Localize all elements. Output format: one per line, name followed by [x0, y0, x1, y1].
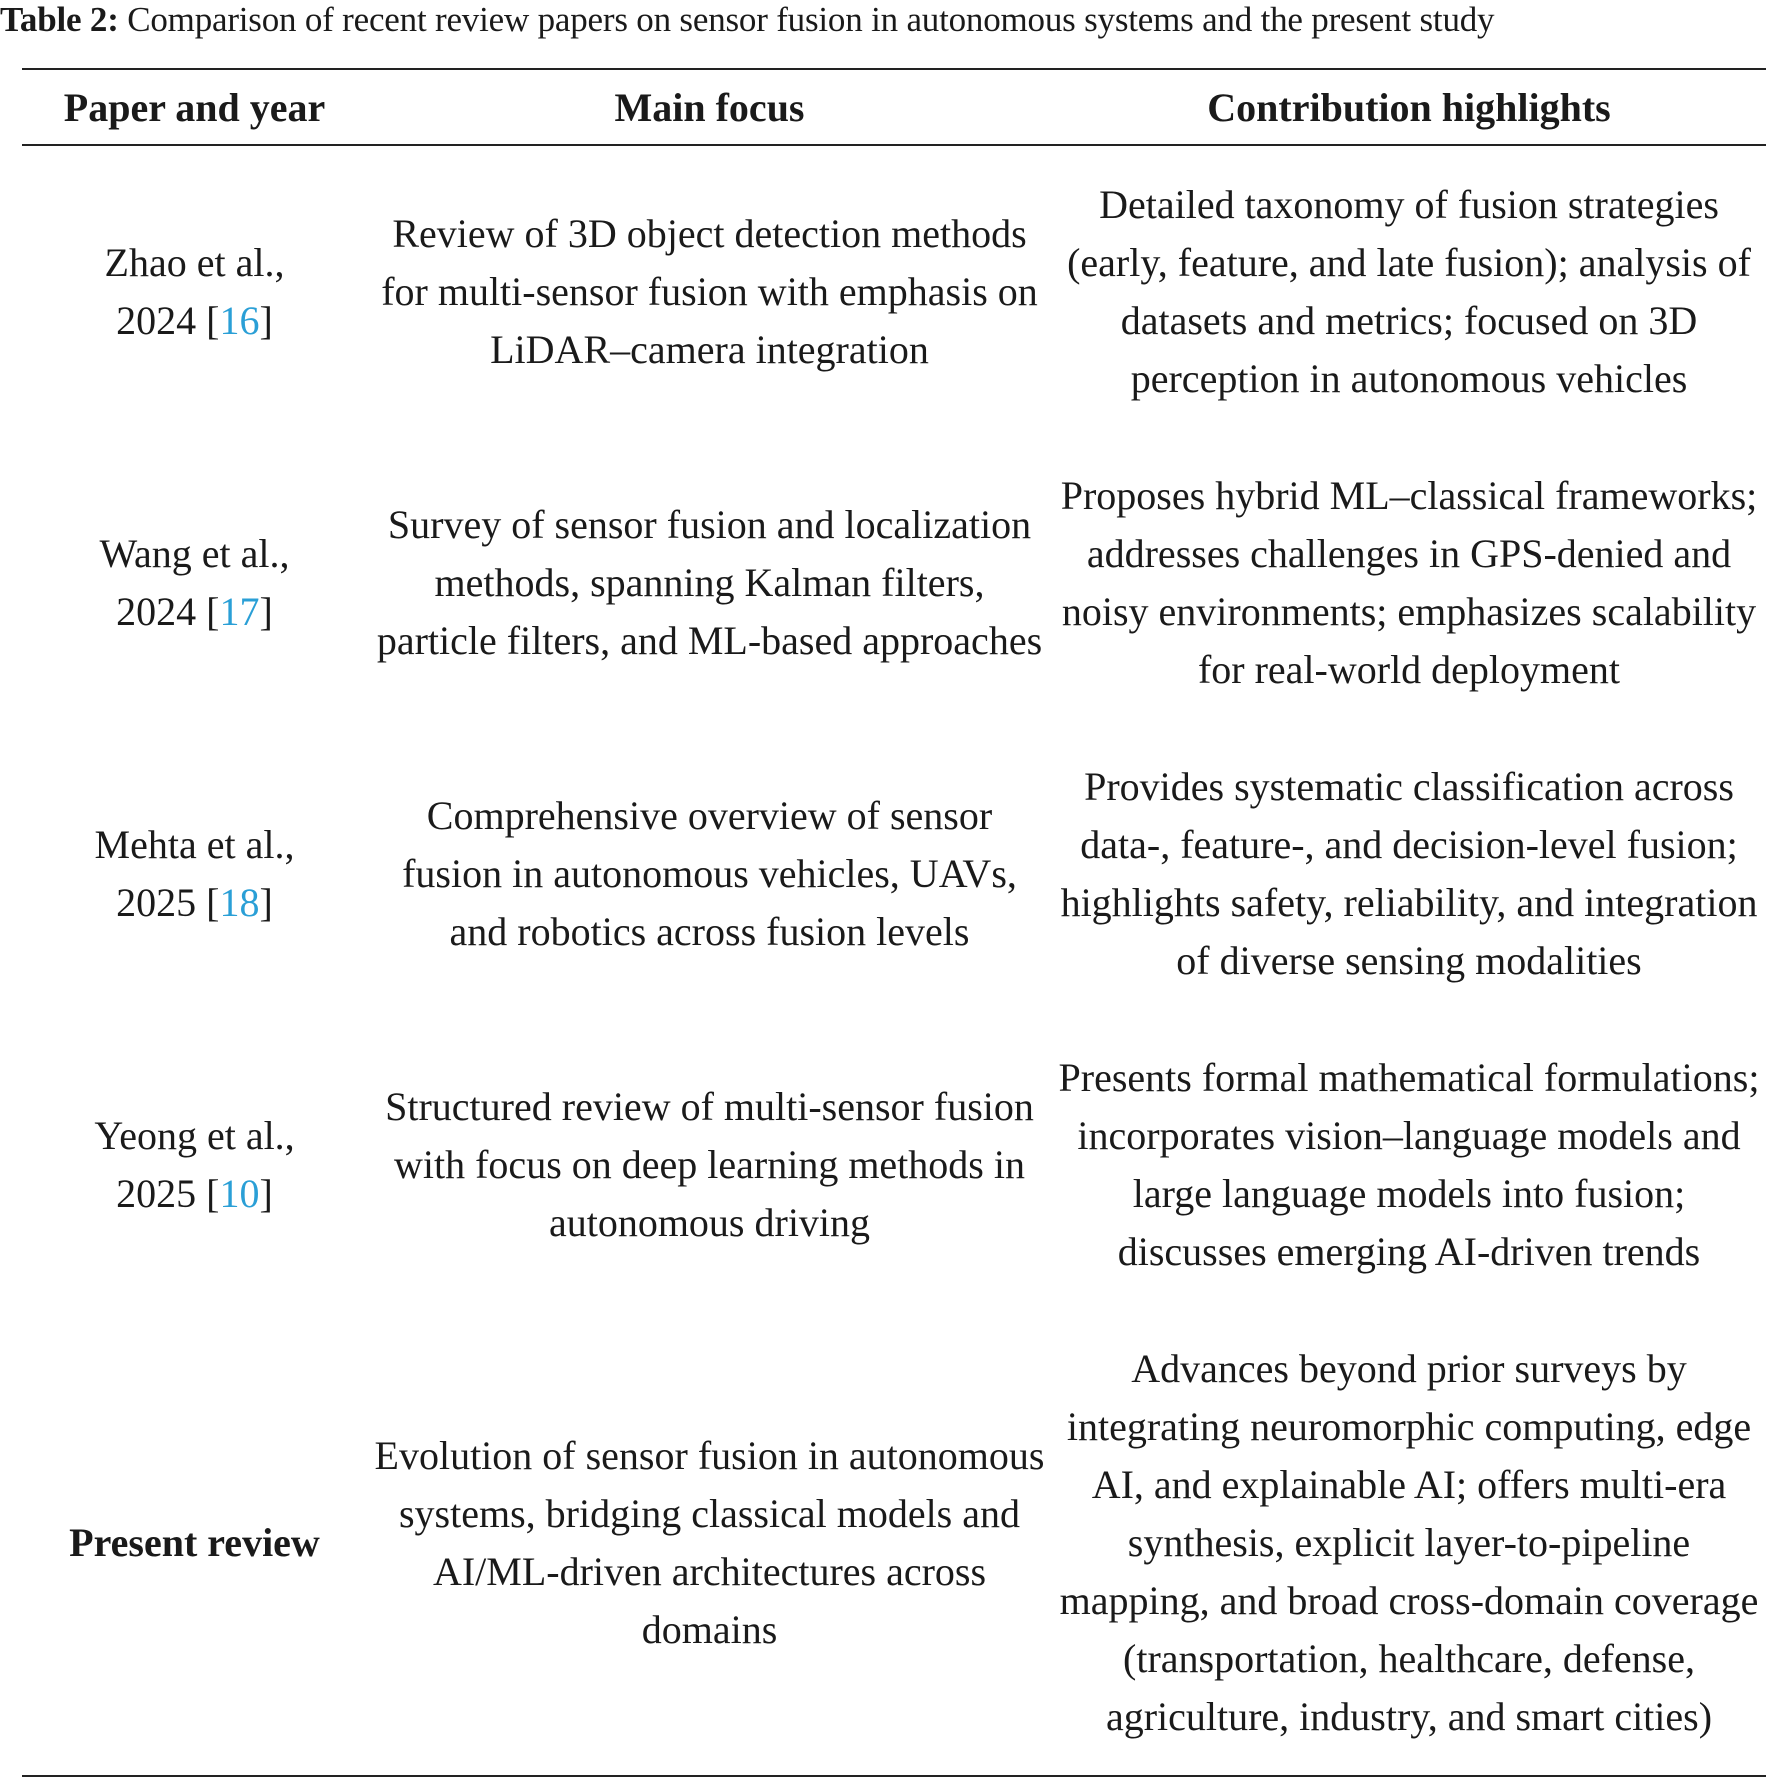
cell-paper: Wang et al., 2024 [17]	[99, 530, 290, 634]
header-paper-and-year: Paper and year	[63, 84, 326, 130]
paper-year: 2024	[116, 588, 197, 634]
header-contribution-highlights: Contribution highlights	[1207, 84, 1611, 130]
cell-contribution-highlights: Advances beyond prior surveys by integrating neuromorphic computing, edge AI, and explainable AI; offers multi-era synthesis, explicit layer-to-pipeline mapping, and broad cross-domain coverage (transportation, healthcare, defense, agriculture, industry, and smart cities)	[1059, 1345, 1759, 1739]
paper-author: Zhao et al.,	[104, 239, 285, 285]
table-row	[22, 145, 1766, 437]
cell-main-focus: Evolution of sensor fusion in autonomous systems, bridging classical models and AI/ML-driven architectures across domains	[374, 1432, 1045, 1652]
cell-paper: Yeong et al., 2025 [10]	[94, 1112, 295, 1216]
table-header-row	[22, 69, 1766, 145]
table-row	[22, 1019, 1766, 1310]
table-row	[22, 728, 1766, 1019]
cell-main-focus: Comprehensive overview of sensor fusion in autonomous vehicles, UAVs, and robotics across fusion levels	[402, 792, 1017, 954]
paper-year: 2025	[116, 1170, 197, 1216]
header-main-focus: Main focus	[614, 84, 805, 130]
cell-paper: Mehta et al., 2025 [18]	[94, 821, 295, 925]
cell-contribution-highlights: Presents formal mathematical formulations; incorporates vision–language models and large language models into fusion; discusses emerging AI-driven trends	[1058, 1054, 1760, 1274]
cell-main-focus: Survey of sensor fusion and localization methods, spanning Kalman filters, particle filters, and ML-based approaches	[376, 501, 1043, 663]
cell-main-focus: Structured review of multi-sensor fusion with focus on deep learning methods in autonomous driving	[385, 1083, 1034, 1245]
comparison-table	[22, 68, 1766, 1777]
cell-main-focus: Review of 3D object detection methods for multi-sensor fusion with emphasis on LiDAR–camera integration	[381, 210, 1038, 372]
reference-link[interactable]: 17	[219, 588, 260, 634]
paper-author: Yeong et al.,	[94, 1112, 295, 1158]
reference-link[interactable]: 10	[219, 1170, 260, 1216]
table-row	[22, 1310, 1766, 1776]
paper-author: Mehta et al.,	[94, 821, 295, 867]
table-caption	[0, 0, 1787, 40]
paper-year: 2024	[116, 297, 197, 343]
reference-link[interactable]: 18	[219, 879, 260, 925]
cell-contribution-highlights: Proposes hybrid ML–classical frameworks; addresses challenges in GPS-denied and noisy environments; emphasizes scalability for real-world deployment	[1060, 472, 1758, 692]
paper-author: Wang et al.,	[99, 530, 290, 576]
comparison-table-container	[22, 68, 1766, 1777]
cell-paper: Present review	[69, 1519, 320, 1565]
paper-year: 2025	[116, 879, 197, 925]
table-row	[22, 437, 1766, 728]
reference-link[interactable]: 16	[219, 297, 260, 343]
caption-label: Table 2:	[0, 0, 119, 39]
cell-contribution-highlights: Provides systematic classification across data-, feature-, and decision-level fusion; highlights safety, reliability, and integration of diverse sensing modalities	[1060, 763, 1758, 983]
cell-paper: Zhao et al., 2024 [16]	[104, 239, 285, 343]
cell-contribution-highlights: Detailed taxonomy of fusion strategies (early, feature, and late fusion); analysis of datasets and metrics; focused on 3D perception in autonomous vehicles	[1067, 181, 1751, 401]
caption-text: Comparison of recent review papers on sensor fusion in autonomous systems and the present study	[118, 0, 1495, 39]
